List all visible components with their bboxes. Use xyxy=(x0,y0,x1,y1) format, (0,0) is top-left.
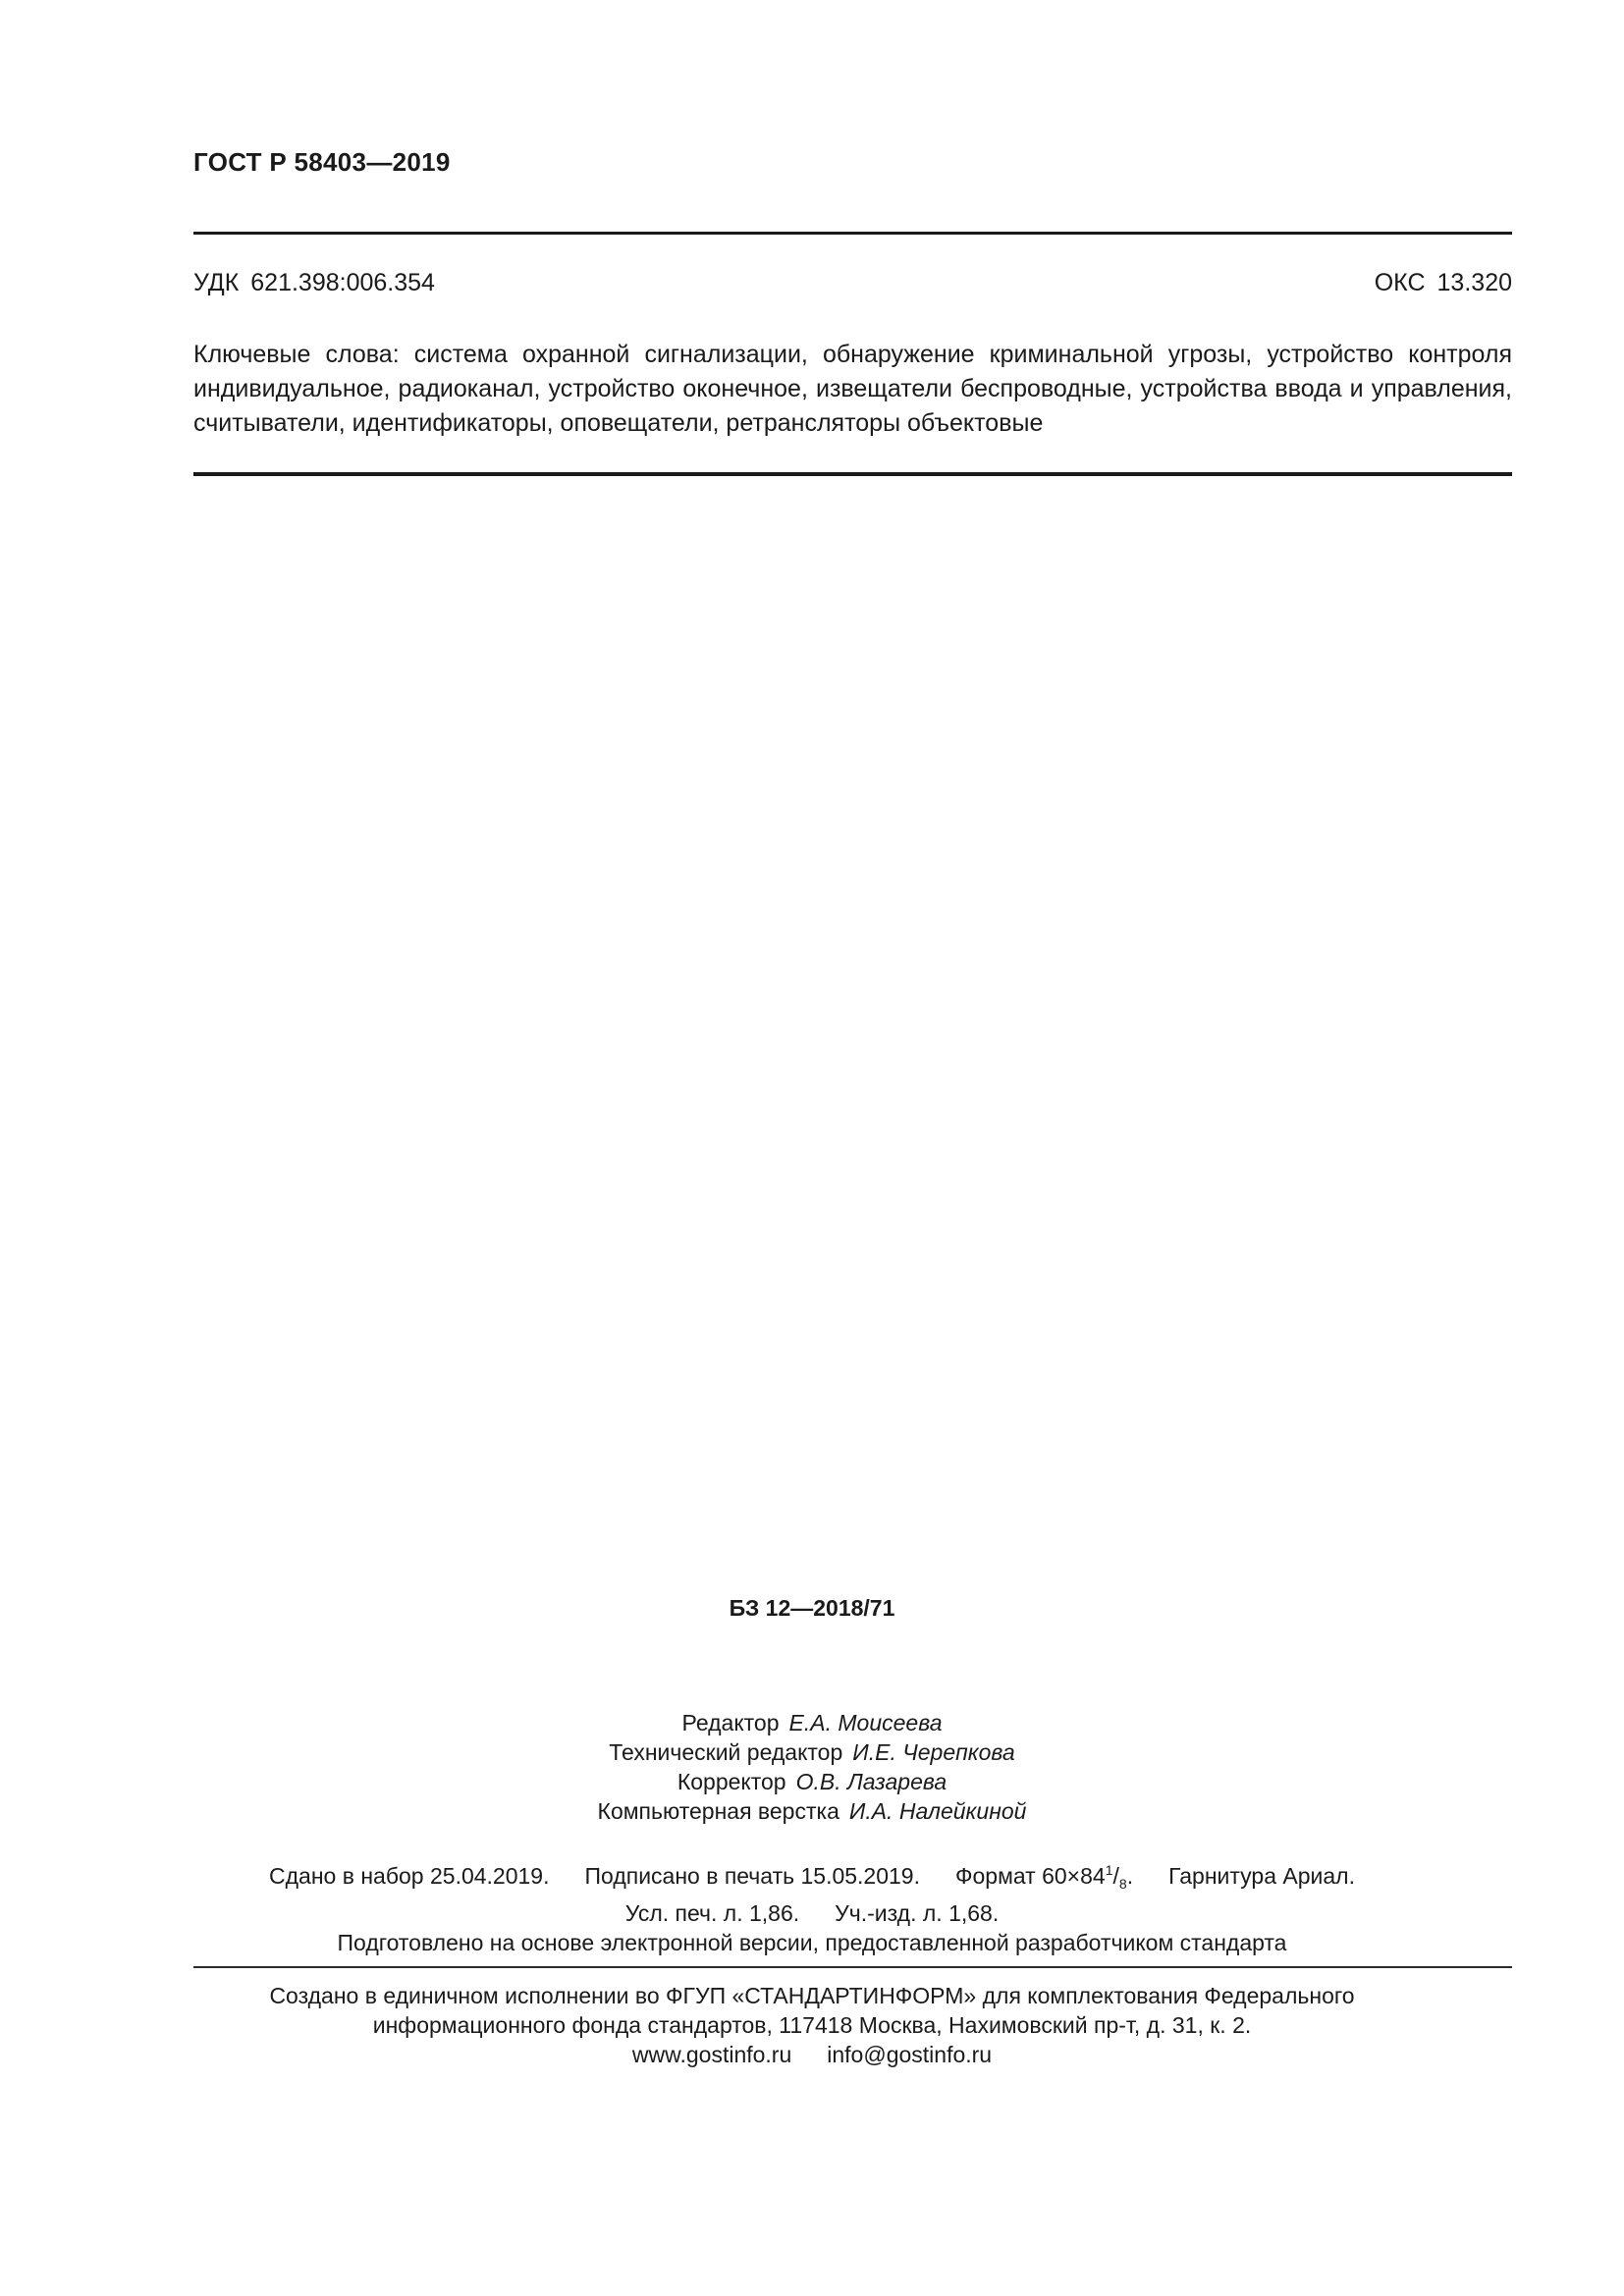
website-link[interactable]: www.gostinfo.ru xyxy=(631,2042,792,2067)
credit-name: И.Е. Черепкова xyxy=(852,1739,1015,1765)
credit-role: Компьютерная верстка xyxy=(597,1798,839,1824)
standard-number-header: ГОСТ Р 58403—2019 xyxy=(193,147,451,177)
paper-format xyxy=(955,1862,1134,1892)
submitted-date: Сдано в набор 25.04.2019. xyxy=(269,1863,550,1889)
credit-role: Технический редактор xyxy=(609,1739,843,1765)
credit-tech-editor xyxy=(0,1737,1624,1767)
keywords-paragraph: Ключевые слова: система охранной сигнализации, обнаружение криминальной угрозы, устройство контроля индивидуальное, радиоканал, устройство оконечное, извещатели беспроводные, устройства ввода и управления, считыватели, идентификаторы, оповещатели, ретрансляторы объектовые xyxy=(193,341,1512,437)
credit-layout xyxy=(0,1796,1624,1826)
format-sup: 1 xyxy=(1105,1862,1113,1878)
imprint-line-1 xyxy=(0,1855,1624,1898)
oks-value: 13.320 xyxy=(1436,269,1512,296)
typeface: Гарнитура Ариал. xyxy=(1168,1863,1355,1889)
format-sub: 8 xyxy=(1118,1876,1127,1892)
keywords-divider xyxy=(193,472,1512,476)
udk-label: УДК xyxy=(193,269,240,296)
oks-label: ОКС xyxy=(1374,269,1426,296)
credit-name: Е.А. Моисеева xyxy=(788,1710,943,1735)
udk-value: 621.398:006.354 xyxy=(250,269,435,296)
credit-role: Корректор xyxy=(677,1769,786,1794)
header-divider xyxy=(193,232,1512,235)
footer-line-2: информационного фонда стандартов, 117418 Москва, Нахимовский пр-т, д. 31, к. 2. xyxy=(372,2012,1252,2038)
credit-name: И.А. Налейкиной xyxy=(848,1798,1027,1824)
imprint-line-3: Подготовлено на основе электронной версии, предоставленной разработчиком стандарта xyxy=(337,1930,1287,1955)
credit-proofreader xyxy=(0,1767,1624,1796)
format-slash: / xyxy=(1112,1863,1119,1889)
udk-code xyxy=(193,269,435,297)
footer-contacts xyxy=(0,2040,1624,2069)
credit-role: Редактор xyxy=(681,1710,780,1735)
footer-divider xyxy=(193,1966,1512,1968)
publisher-footer xyxy=(0,1981,1624,2069)
format-suffix: . xyxy=(1126,1863,1134,1889)
bz-number: БЗ 12—2018/71 xyxy=(729,1595,895,1621)
imprint-block xyxy=(0,1855,1624,1957)
oks-code xyxy=(1375,269,1512,297)
imprint-line-2 xyxy=(0,1898,1624,1928)
credit-editor xyxy=(0,1708,1624,1737)
format-prefix: Формат 60×84 xyxy=(955,1863,1106,1889)
signed-date: Подписано в печать 15.05.2019. xyxy=(584,1863,920,1889)
publishing-sheets: Уч.-изд. л. 1,68. xyxy=(835,1900,1000,1926)
credits-block xyxy=(0,1708,1624,1826)
print-sheets: Усл. печ. л. 1,86. xyxy=(624,1900,800,1926)
credit-name: О.В. Лазарева xyxy=(795,1769,947,1794)
footer-line-1: Создано в единичном исполнении во ФГУП «СТАНДАРТИНФОРМ» для комплектования Федерального xyxy=(269,1983,1355,2008)
email-link[interactable]: info@gostinfo.ru xyxy=(827,2042,993,2067)
